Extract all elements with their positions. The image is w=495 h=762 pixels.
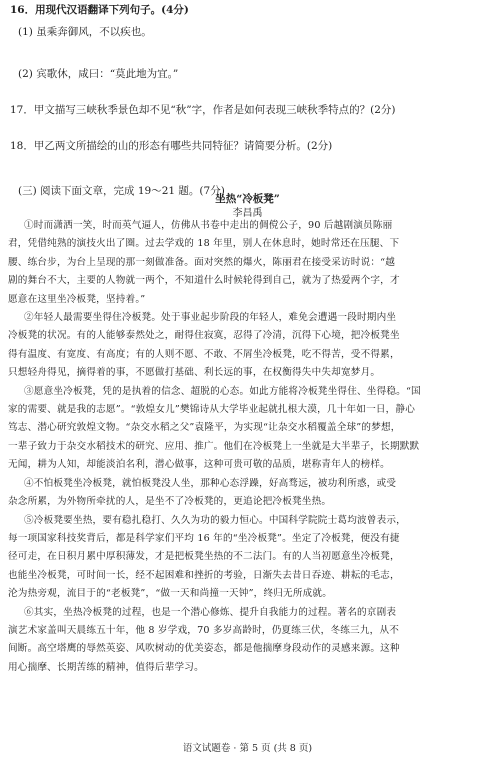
paragraph-line: 得有温度、有宽度、有高度；有的人则不愿、不敢、不屑坐冷板凳，吃不得苦，受不得累， xyxy=(8,348,400,360)
paragraph-4 xyxy=(8,475,484,512)
paragraph-line: ③愿意坐冷板凳，凭的是执着的信念、超脱的心态。如此方能将冷板凳坐得住、坐得稳。“国 xyxy=(24,385,421,397)
paragraph-line: 杂念所累，为外物所牵扰的人，是坐不了冷板凳的，更追论把冷板凳坐热。 xyxy=(8,496,332,508)
paragraph-line: ②年轻人最需要坐得住冷板凳。处于事业起步阶段的年轻人，难免会遭遇一段时期内坐 xyxy=(24,312,397,324)
passage-title: 坐热“冷板凳” xyxy=(215,193,280,205)
paragraph-line: 用心揣摩、长期苦练的精神，值得后辈学习。 xyxy=(8,661,204,673)
passage-body xyxy=(8,217,484,677)
paragraph-3 xyxy=(8,383,484,475)
section-header: (三) 阅读下面文章，完成 19～21 题。(7分) xyxy=(18,185,225,197)
paragraph-line: 也能坐冷板凳，可时间一长，经不起困难和挫折的考验，日渐失去昔日吞迹、耕耘的毛志， xyxy=(8,569,400,581)
paragraph-line: 家的需要、就是我的志愿”。“敦煌女儿”樊锦诗从大学毕业起就扎根大漠，几十年如一日，静心 xyxy=(8,404,416,416)
passage-author: 李昌禹 xyxy=(232,208,263,219)
paragraph-1 xyxy=(8,217,484,309)
paragraph-line: 每一项国家科技奖背后，都是科学家们平均 16 年的“坐冷板凳”。坐定了冷板凳，便没有捷 xyxy=(8,532,400,544)
paragraph-line: 腰、练台步，为台上呈现的那一刻做准备。面对突然的爆火，陈丽君在接受采访时说：“越 xyxy=(8,256,396,268)
question-16-part-1: (1) 虽乘奔御风，不以疾也。 xyxy=(18,26,152,38)
paragraph-line: 冷板凳的状况。有的人能够泰然处之，耐得住寂寞，忍得了冷清，沉得下心境，把冷板凳坐 xyxy=(8,330,400,342)
question-18: 18．甲乙两文所描绘的山的形态有哪些共同特征？请简要分析。(2分) xyxy=(10,140,333,152)
paragraph-line: 君，凭借纯熟的演技火出了圈。过去学戏的 18 年里，别人在休息时，她时常还在压腿、下 xyxy=(8,238,400,250)
paragraph-5 xyxy=(8,512,484,604)
paragraph-line: 愿意在这里坐冷板凳，坚持着。” xyxy=(8,293,146,305)
question-16-part-2: (2) 宾歌休，咸曰：“莫此地为宜。” xyxy=(18,68,179,80)
paragraph-line: 无闻，耕为人知，却能淡泊名利，潜心做事，这种可贵可敬的品质，堪称青年人的榜样。 xyxy=(8,459,390,471)
paragraph-line: ④不怕板凳坐冷板凳，就怕板凳没人坐，那种心态浮躁，好高骛远，被功利所惑，或受 xyxy=(24,477,397,489)
paragraph-line: ⑤冷板凳要坐热，要有稳扎稳打、久久为功的毅力恒心。中国科学院院士葛均波曾表示， xyxy=(24,514,406,526)
paragraph-line: 只想轻舟得见，摘得着的事，不愿做打基础、利长远的事，在权衡得失中失却宽梦月。 xyxy=(8,367,381,379)
paragraph-2 xyxy=(8,309,484,383)
paragraph-6 xyxy=(8,604,484,678)
paragraph-line: 沦为热旁观，流目于的“老板凳”，“做一天和尚撞一天钟”，终归无所成就。 xyxy=(8,588,333,600)
page-footer: 语文试题卷 · 第 5 页 (共 8 页) xyxy=(182,743,313,754)
paragraph-line: ①时而潇洒一笑，时而英气逼人，仿佛从书卷中走出的倜傥公子，90 后越剧演员陈丽 xyxy=(24,220,393,231)
paragraph-line: 剧的舞台不大，主要的人物就一两个，不知道什么时候轮得到自己，就为了热爱两个字，才 xyxy=(8,275,400,287)
question-17: 17．甲文描写三峡秋季景色却不见“秋”字，作者是如何表现三峡秋季特点的？(2分) xyxy=(10,104,396,116)
question-16-title: 16．用现代汉语翻译下列句子。(4分) xyxy=(10,4,189,16)
paragraph-line: ⑥其实，坐热冷板凳的过程，也是一个潜心修炼、提升自我能力的过程。著名的京剧表 xyxy=(24,606,397,618)
paragraph-line: 一辈子致力于杂交水稻技术的研究、应用、推广。他们在冷板凳上一坐就是大半辈子，长期默默 xyxy=(8,440,420,452)
paragraph-line: 笃志、潜心研究敦煌文物。“杂交水稻之父”袁隆平，为实现“让杂交水稻覆盖全球”的梦想， xyxy=(8,422,401,434)
paragraph-line: 径可走，在日积月累中厚积薄发，才是把板凳坐热的不二法门。有的人当初愿意坐冷板凳， xyxy=(8,551,400,563)
paragraph-line: 间断。高空塔鹰的辱然英姿、风吹树动的优美姿态，都是他揣摩身段动作的灵感来源。这种 xyxy=(8,643,400,655)
paragraph-line: 演艺术家盖叫天晨练五十年，他 8 岁学戏，70 多岁高龄时，仍夏练三伏，冬练三九，从不 xyxy=(8,624,400,636)
